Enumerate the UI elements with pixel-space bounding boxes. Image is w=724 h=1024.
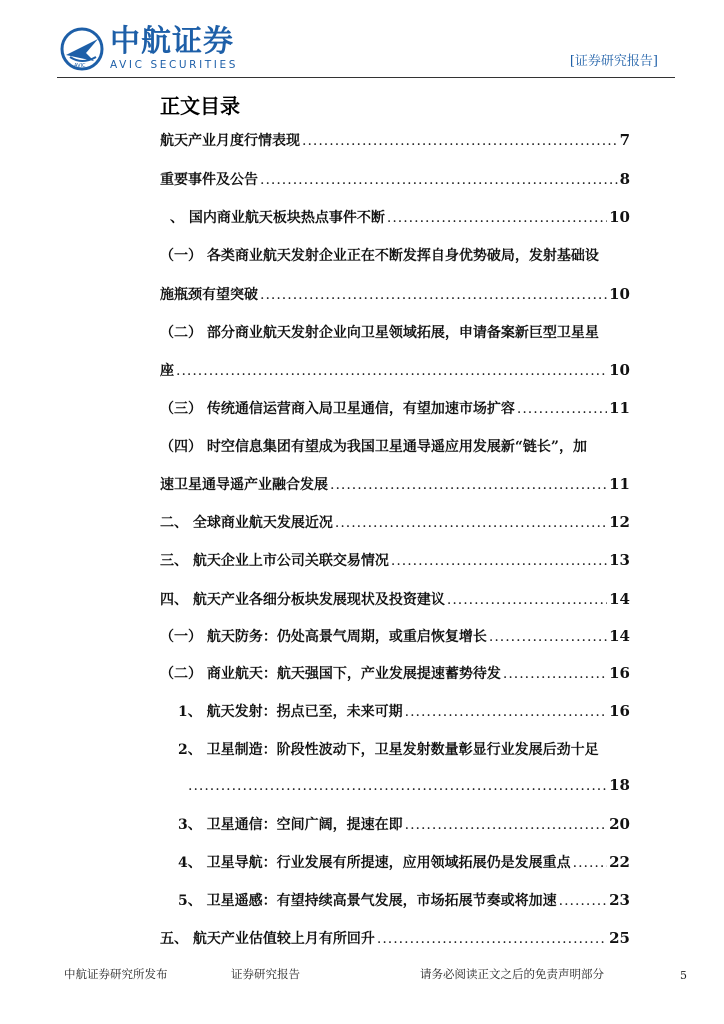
logo-badge: AVIC	[74, 62, 86, 69]
toc-entry[interactable]	[160, 322, 599, 342]
toc-leader-dots	[447, 592, 607, 608]
toc-entry[interactable]	[160, 436, 587, 456]
toc-leader-dots	[260, 172, 618, 188]
toc-leader-dots	[330, 477, 607, 493]
toc-entry-page: 16	[609, 664, 630, 682]
footer-page-number: 5	[680, 969, 687, 982]
toc-entry[interactable]	[160, 663, 630, 683]
toc-entry[interactable]	[178, 739, 599, 759]
toc-entry-page: 8	[619, 170, 630, 188]
toc-entry[interactable]	[160, 398, 630, 418]
toc-entry-text: （一） 航天防务：仍处高景气周期，或重启恢复增长	[160, 629, 487, 645]
toc-entry-text: 3、 卫星通信：空间广阔，提速在即	[178, 817, 403, 833]
toc-entry[interactable]	[160, 245, 599, 265]
page-header	[0, 0, 724, 82]
logo-english-name: AVIC SECURITIES	[110, 59, 238, 71]
toc-entry-text: 1、 航天发射：拐点已至，未来可期	[178, 704, 403, 720]
toc-entry-text: 重要事件及公告	[160, 172, 258, 188]
toc-entry-text: （三） 传统通信运营商入局卫星通信，有望加速市场扩容	[160, 401, 515, 417]
toc-entry-page: 7	[619, 131, 630, 149]
toc-leader-dots	[503, 666, 607, 682]
toc-entry-text: （一） 各类商业航天发射企业正在不断发挥自身优势破局，发射基础设	[160, 248, 599, 264]
toc-entry-page: 22	[609, 853, 630, 871]
toc-entry[interactable]	[160, 550, 630, 570]
toc-entry-text: 四、 航天产业各细分板块发展现状及投资建议	[160, 592, 445, 608]
toc-leader-dots	[517, 401, 607, 417]
toc-entry-page: 11	[609, 399, 630, 417]
toc-entry[interactable]	[178, 814, 630, 834]
toc-entry-text: （二） 商业航天：航天强国下，产业发展提速蓄势待发	[160, 666, 501, 682]
toc-entry-text: 座	[160, 363, 174, 379]
toc-entry-text: 三、 航天企业上市公司关联交易情况	[160, 553, 389, 569]
toc-entry-page: 10	[609, 361, 630, 379]
toc-entry[interactable]	[178, 852, 630, 872]
toc-leader-dots	[489, 629, 607, 645]
report-type-tag: [证券研究报告]	[569, 54, 658, 69]
toc-leader-dots	[391, 553, 607, 569]
toc-entry-text: 4、 卫星导航：行业发展有所提速，应用领域拓展仍是发展重点	[178, 855, 571, 871]
toc-entry[interactable]	[178, 701, 630, 721]
toc-entry-continuation[interactable]	[160, 360, 630, 380]
toc-entry[interactable]	[178, 890, 630, 910]
toc-leader-dots	[335, 515, 607, 531]
toc-entry-continuation[interactable]	[160, 284, 630, 304]
toc-leader-dots	[405, 704, 608, 720]
toc-entry-text: 五、 航天产业估值较上月有所回升	[160, 931, 375, 947]
toc-entry-page: 25	[609, 929, 630, 947]
toc-leader-dots	[559, 893, 608, 909]
toc-entry-page: 14	[609, 590, 630, 608]
logo-chinese-name: 中航证券	[110, 24, 234, 59]
toc-leader-dots	[302, 133, 618, 149]
company-logo	[60, 26, 238, 71]
toc-entry[interactable]	[160, 928, 630, 948]
toc-entry[interactable]	[160, 512, 630, 532]
footer-disclaimer: 请务必阅读正文之后的免责声明部分	[420, 967, 604, 981]
toc-leader-dots	[377, 931, 607, 947]
footer-publisher: 中航证券研究所发布	[64, 967, 168, 981]
toc-entry-text: 航天产业月度行情表现	[160, 133, 300, 149]
footer-doc-type: 证券研究报告	[231, 967, 300, 981]
toc-entry[interactable]	[160, 169, 630, 189]
toc-entry[interactable]	[170, 207, 630, 227]
toc-entry-page: 23	[609, 891, 630, 909]
toc-entry-continuation[interactable]	[160, 474, 630, 494]
toc-entry[interactable]	[160, 130, 630, 150]
toc-leader-dots	[387, 210, 607, 226]
toc-entry-text: 速卫星通导遥产业融合发展	[160, 477, 328, 493]
toc-entry-text: 2、 卫星制造：阶段性波动下，卫星发射数量彰显行业发展后劲十足	[178, 742, 599, 758]
toc-leader-dots	[573, 855, 608, 871]
toc-entry-page: 14	[609, 627, 630, 645]
toc-entry-text: 二、 全球商业航天发展近况	[160, 515, 333, 531]
toc-entry-continuation[interactable]	[186, 776, 630, 794]
toc-entry-text: 5、 卫星遥感：有望持续高景气发展，市场拓展节奏或将加速	[178, 893, 557, 909]
toc-entry-text: 、 国内商业航天板块热点事件不断	[170, 210, 385, 226]
toc-entry-text: （二） 部分商业航天发射企业向卫星领域拓展，申请备案新巨型卫星星	[160, 325, 599, 341]
toc-entry-page: 13	[609, 551, 630, 569]
toc-entry-page: 10	[609, 285, 630, 303]
toc-entry-page: 16	[609, 702, 630, 720]
toc-entry[interactable]	[160, 589, 630, 609]
toc-entry-page: 11	[609, 475, 630, 493]
toc-entry[interactable]	[160, 626, 630, 646]
toc-entry-page: 10	[609, 208, 630, 226]
toc-leader-dots	[176, 363, 607, 379]
toc-entry-page: 18	[609, 776, 630, 794]
toc-entry-page: 12	[609, 513, 630, 531]
avic-logo-icon	[60, 27, 104, 71]
toc-leader-dots	[260, 287, 607, 303]
toc-entry-text: 施瓶颈有望突破	[160, 287, 258, 303]
toc-leader-dots	[405, 817, 608, 833]
toc-entry-text: （四） 时空信息集团有望成为我国卫星通导遥应用发展新“链长”，加	[160, 439, 587, 455]
header-divider	[57, 77, 675, 78]
toc-leader-dots	[188, 778, 607, 794]
toc-title: 正文目录	[160, 94, 240, 118]
page-footer	[0, 966, 724, 996]
toc-entry-page: 20	[609, 815, 630, 833]
